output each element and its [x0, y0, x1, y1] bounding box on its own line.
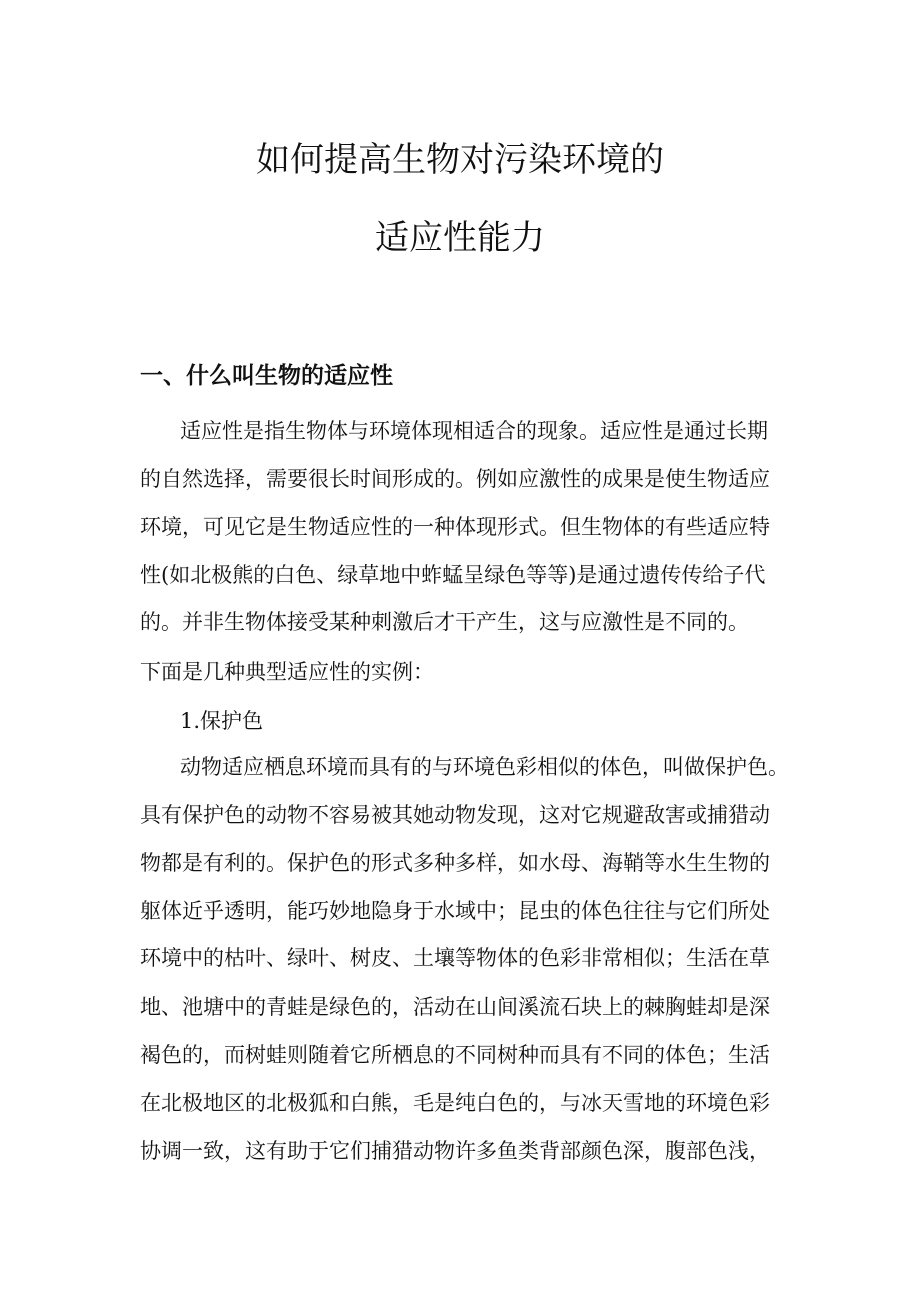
paragraph-line: 在北极地区的北极狐和白熊，毛是纯白色的，与冰天雪地的环境色彩 [140, 1091, 770, 1115]
paragraph-line: 具有保护色的动物不容易被其她动物发现，这对它规避敌害或捕猎动 [140, 803, 770, 827]
paragraph-line: 的自然选择，需要很长时间形成的。例如应激性的成果是使生物适应 [140, 467, 770, 491]
section-heading-1: 一、什么叫生物的适应性 [140, 362, 393, 389]
paragraph-line: 下面是几种典型适应性的实例： [140, 660, 434, 684]
document-title-line-1: 如何提高生物对污染环境的 [256, 140, 664, 180]
paragraph-line: 性(如北极熊的白色、绿草地中蚱蜢呈绿色等等)是通过遗传传给子代 [140, 563, 766, 587]
paragraph-line: 适应性是指生物体与环境体现相适合的现象。适应性是通过长期 [180, 419, 768, 443]
document-title-line-2: 适应性能力 [375, 218, 545, 258]
paragraph-line: 地、池塘中的青蛙是绿色的，活动在山间溪流石块上的棘胸蛙却是深 [140, 995, 770, 1019]
subheading-protective-color: 1.保护色 [180, 709, 264, 733]
paragraph-line: 的。并非生物体接受某种刺激后才干产生，这与应激性是不同的。 [140, 610, 749, 634]
paragraph-line: 褐色的，而树蛙则随着它所栖息的不同树种而具有不同的体色；生活 [140, 1043, 770, 1067]
paragraph-line: 环境中的枯叶、绿叶、树皮、土壤等物体的色彩非常相似；生活在草 [140, 946, 770, 970]
paragraph-line: 躯体近乎透明，能巧妙地隐身于水域中；昆虫的体色往往与它们所处 [140, 899, 770, 923]
paragraph-line: 协调一致，这有助于它们捕猎动物许多鱼类背部颜色深，腹部色浅， [140, 1139, 770, 1163]
paragraph-line: 动物适应栖息环境而具有的与环境色彩相似的体色，叫做保护色。 [180, 755, 789, 779]
paragraph-line: 物都是有利的。保护色的形式多种多样，如水母、海鞘等水生生物的 [140, 851, 770, 875]
paragraph-line: 环境，可见它是生物适应性的一种体现形式。但生物体的有些适应特 [140, 515, 770, 539]
